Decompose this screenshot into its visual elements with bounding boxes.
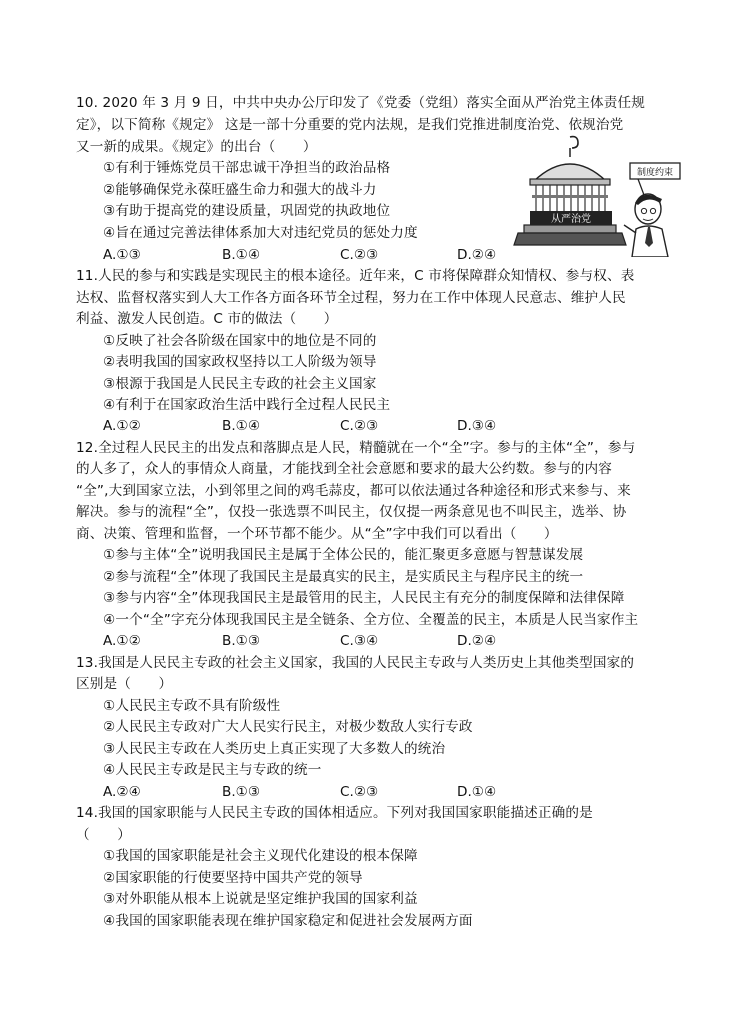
- q13-option-3: ③人民民主专政在人类历史上真正实现了大多数人的统治: [103, 741, 446, 757]
- q11-option-2: ②表明我国的国家政权坚持以工人阶级为领导: [103, 354, 377, 370]
- q10-choice-c: C.②③: [340, 247, 379, 263]
- q10-stem-line-1: 10. 2020 年 3 月 9 日，中共中央办公厅印发了《党委（党组）落实全面从严治党主体责任规: [76, 95, 645, 111]
- sign-text: 制度约束: [636, 168, 674, 178]
- q14-option-1: ①我国的国家职能是社会主义现代化建设的根本保障: [103, 848, 418, 864]
- q11-stem-line-1: 11.人民的参与和实践是实现民主的根本途径。近年来，C 市将保障群众知情权、参与权、表: [76, 268, 635, 284]
- q12-choice-d: D.②④: [457, 633, 497, 649]
- q11-option-4: ④有利于在国家政治生活中践行全过程人民民主: [103, 397, 391, 413]
- q14-option-2: ②国家职能的行使要坚持中国共产党的领导: [103, 870, 363, 886]
- q12-choice-b: B.①③: [222, 633, 261, 649]
- q10-option-3: ③有助于提高党的建设质量，巩固党的执政地位: [103, 203, 391, 219]
- q12-option-3: ③参与内容“全”体现我国民主是最管用的民主，人民民主有充分的制度保障和法律保障: [103, 590, 625, 606]
- q11-choice-b: B.①④: [222, 418, 261, 434]
- q10-option-1: ①有利于锤炼党员干部忠诚干净担当的政治品格: [103, 160, 391, 176]
- q11-choice-d: D.③④: [457, 418, 497, 434]
- q11-stem-line-2: 达权、监督权落实到人大工作各方面各环节全过程，努力在工作中体现人民意志、维护人民: [76, 290, 626, 306]
- q14-option-3: ③对外职能从根本上说就是坚定维护我国的国家利益: [103, 891, 418, 907]
- q14-stem-line-1: 14.我国的国家职能与人民民主专政的国体相适应。下列对我国国家职能描述正确的是: [76, 805, 593, 821]
- cage-cartoon-illustration: [512, 133, 682, 257]
- q13-choice-c: C.②③: [340, 784, 379, 800]
- q13-choice-b: B.①③: [222, 784, 261, 800]
- q11-option-3: ③根源于我国是人民民主专政的社会主义国家: [103, 376, 377, 392]
- q10-choice-b: B.①④: [222, 247, 261, 263]
- q12-stem-line-1: 12.全过程人民民主的出发点和落脚点是人民，精髓就在一个“全”字。参与的主体“全”，参与: [76, 440, 636, 456]
- q13-option-1: ①人民民主专政不具有阶级性: [103, 698, 281, 714]
- q10-stem-line-2: 定》，以下简称《规定》 这是一部十分重要的党内法规，是我们党推进制度治党、依规治党: [76, 117, 624, 133]
- q13-option-4: ④人民民主专政是民主与专政的统一: [103, 762, 322, 778]
- q11-stem-line-3: 利益、激发人民创造。C 市的做法（ ）: [76, 311, 338, 327]
- q10-choice-a: A.①③: [103, 247, 141, 263]
- q12-stem-line-3: “全”,大到国家立法，小到邻里之间的鸡毛蒜皮，都可以依法通过各种途径和形式来参与、来: [76, 483, 631, 499]
- q12-stem-line-2: 的人多了，众人的事情众人商量，才能找到全社会意愿和要求的最大公约数。参与的内容: [76, 461, 613, 477]
- q12-option-1: ①参与主体“全”说明我国民主是属于全体公民的，能汇聚更多意愿与智慧谋发展: [103, 547, 584, 563]
- q12-option-4: ④一个“全”字充分体现我国民主是全链条、全方位、全覆盖的民主，本质是人民当家作主: [103, 612, 639, 628]
- q12-choice-a: A.①②: [103, 633, 141, 649]
- q10-stem-line-3: 又一新的成果。《规定》的出台（ ）: [76, 139, 317, 155]
- q13-stem-line-2: 区别是（ ）: [76, 676, 173, 692]
- q13-choice-d: D.①④: [457, 784, 497, 800]
- q11-choice-a: A.①②: [103, 418, 141, 434]
- q14-stem-line-2: （ ）: [76, 827, 131, 843]
- q12-choice-c: C.③④: [340, 633, 379, 649]
- cage-label: 从严治党: [551, 214, 591, 225]
- q10-option-4: ④旨在通过完善法律体系加大对违纪党员的惩处力度: [103, 225, 418, 241]
- q11-option-1: ①反映了社会各阶级在国家中的地位是不同的: [103, 333, 377, 349]
- q10-choice-d: D.②④: [457, 247, 497, 263]
- q14-option-4: ④我国的国家职能表现在维护国家稳定和促进社会发展两方面: [103, 913, 473, 929]
- q13-choice-a: A.②④: [103, 784, 141, 800]
- q12-option-2: ②参与流程“全”体现了我国民主是最真实的民主，是实质民主与程序民主的统一: [103, 569, 584, 585]
- q12-stem-line-4: 解决。参与的流程“全”，仅投一张选票不叫民主，仅仅提一两条意见也不叫民主，选举、协: [76, 504, 627, 520]
- q13-stem-line-1: 13.我国是人民民主专政的社会主义国家，我国的人民民主专政与人类历史上其他类型国家的: [76, 655, 635, 671]
- q13-option-2: ②人民民主专政对广大人民实行民主，对极少数敌人实行专政: [103, 719, 473, 735]
- q10-option-2: ②能够确保党永葆旺盛生命力和强大的战斗力: [103, 182, 377, 198]
- q11-choice-c: C.②③: [340, 418, 379, 434]
- q12-stem-line-5: 商、决策、管理和监督，一个环节都不能少。从“全”字中我们可以看出（ ）: [76, 526, 558, 542]
